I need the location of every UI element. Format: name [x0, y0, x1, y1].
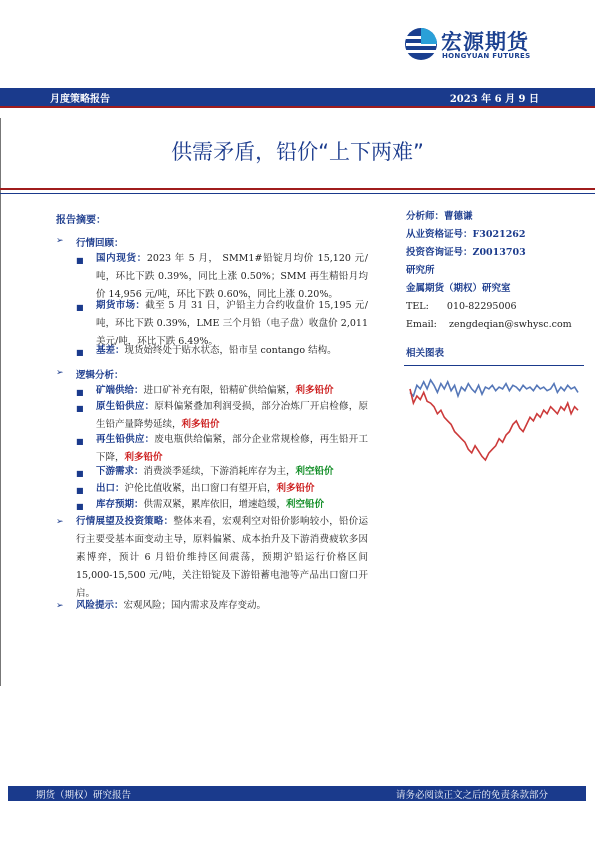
chart-series-line-0 — [410, 380, 578, 396]
abstract-label: 报告摘要： — [56, 215, 106, 226]
section-heading-review: 行情回顾： — [76, 238, 124, 249]
square-bullet-icon: ■ — [76, 486, 84, 495]
square-bullet-icon: ■ — [76, 404, 84, 413]
footer-left: 期货（期权）研究报告 — [36, 790, 132, 801]
tel-line: TEL: 010-82295006 — [406, 301, 517, 312]
email-link[interactable]: zengdeqian@swhysc.com — [448, 319, 572, 330]
risk-paragraph: 风险提示：宏观风险；国内需求及库存变动。 — [76, 600, 267, 611]
brand-name-en: HONGYUAN FUTURES — [442, 52, 531, 60]
square-bullet-icon: ■ — [76, 469, 84, 478]
arrow-bullet-icon: ➢ — [56, 517, 64, 527]
footer-bar — [8, 786, 586, 801]
left-margin-line — [0, 118, 1, 686]
invest-cert-line: 投资咨询证号：Z0013703 — [406, 247, 526, 258]
org-line: 金属期货（期权）研究室 — [406, 283, 511, 294]
page-title: 供需矛盾，铅价“上下两难” — [171, 140, 424, 164]
square-bullet-icon: ■ — [76, 502, 84, 511]
analyst-line: 分析师：曹德谦 — [406, 211, 473, 222]
title-divider-blue — [0, 193, 595, 194]
arrow-bullet-icon: ➢ — [56, 368, 64, 378]
institute-line: 研究所 — [406, 265, 435, 276]
header-bar — [0, 88, 595, 106]
logo-mark-icon — [404, 24, 438, 64]
logic-item-inventory: 库存预期：供需双紧，累库依旧，增速趋缓，利空铅价 — [96, 499, 325, 510]
email-line[interactable]: Email: zengdeqian@swhysc.com — [406, 319, 572, 330]
footer-right: 请务必阅读正文之后的免责条款部分 — [395, 790, 548, 801]
square-bullet-icon: ■ — [76, 437, 84, 446]
logic-item-demand: 下游需求：消费淡季延续，下游消耗库存为主，利空铅价 — [96, 466, 334, 477]
review-item-spot: 国内现货：2023 年 5 月， SMM1#铅锭月均价 15,120 元/吨，环比下跌 0.39%，同比上涨 0.50%；SMM 再生精铅月均价 14,956 元/吨，环比下跌 0.60%，同比上涨 0.20%。 — [96, 253, 368, 300]
title-divider-red — [0, 188, 595, 190]
logic-item-primary: 原生铅供应：原料偏紧叠加利润受损，部分冶炼厂开启检修，原生铅产量降势延续，利多铅价 — [96, 401, 368, 430]
report-date: 2023 年 6 月 9 日 — [449, 94, 539, 105]
logic-item-mine: 矿端供给：进口矿补充有限，铅精矿供给偏紧，利多铅价 — [96, 385, 334, 396]
square-bullet-icon: ■ — [76, 256, 84, 265]
related-chart — [404, 370, 584, 470]
square-bullet-icon: ■ — [76, 388, 84, 397]
review-item-futures: 期货市场：截至 5 月 31 日，沪铅主力合约收盘价 15,195 元/吨，环比下跌 0.39%，LME 三个月铅（电子盘）收盘价 2,011 美元/吨，环比下跌 6.49%。 — [96, 300, 368, 347]
square-bullet-icon: ■ — [76, 303, 84, 312]
section-heading-logic: 逻辑分析： — [76, 370, 124, 381]
arrow-bullet-icon: ➢ — [56, 601, 64, 611]
review-item-basis: 基差：现货始终处于贴水状态，铅市呈 contango 结构。 — [96, 345, 337, 356]
company-logo — [404, 24, 554, 68]
outlook-paragraph: 行情展望及投资策略：整体来看，宏观利空对铅价影响较小，铅价运行主要受基本面变动主导，原料偏紧、成本抬升及下游消费疲软多因素博弈，预计 6 月铅价维持区间震荡，预期沪铅运行价格区间 15,000-15,500 元/吨，关注铅锭及下游铅蓄电池等产品出口窗口开启。 — [76, 516, 368, 599]
related-charts-label: 相关图表 — [406, 348, 445, 359]
brand-name-cn: 宏源期货 — [441, 30, 529, 54]
report-type: 月度策略报告 — [50, 94, 110, 105]
logic-item-export: 出口：沪伦比值收紧，出口窗口有望开启，利多铅价 — [96, 483, 315, 494]
chart-series-line-1 — [410, 389, 578, 460]
cert-line: 从业资格证号：F3021262 — [406, 229, 526, 240]
square-bullet-icon: ■ — [76, 348, 84, 357]
logic-item-secondary: 再生铅供应：废电瓶供给偏紧，部分企业常规检修，再生铅开工下降，利多铅价 — [96, 434, 368, 463]
header-accent-line — [0, 106, 595, 108]
related-charts-divider — [404, 365, 584, 366]
arrow-bullet-icon: ➢ — [56, 236, 64, 246]
